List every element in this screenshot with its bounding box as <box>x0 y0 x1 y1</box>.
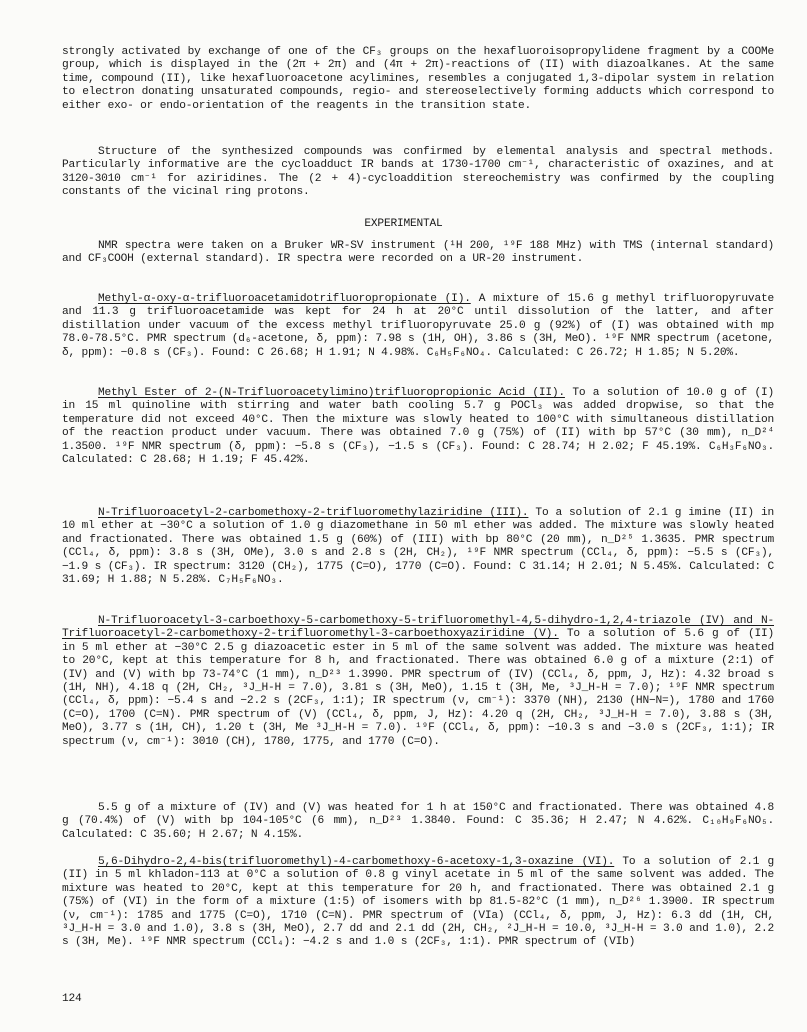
compound-V-followup-paragraph <box>62 802 774 842</box>
compound-IV-V-paragraph <box>62 615 774 749</box>
section-heading: EXPERIMENTAL <box>364 218 443 230</box>
intro-paragraph-1 <box>62 46 774 113</box>
compound-IV-V-text: To a solution of 5.6 g of (II) in 5 ml ether at −30°C 2.5 g diazoacetic ester in 5 ml of the same solvent was added. The mixture was heated to 20°C, kept at this temperature for 8 h, and fractionated. There was obtained 6.0 g of a mixture (2:1) of (IV) and (V) with bp 73-74°C (1 mm), n_D²³ 1.3990. PMR spectrum of (IV) (CCl₄, δ, ppm, J, Hz): 4.32 broad s (1H, NH), 4.18 q (2H, CH₂, ³J_H-H = 7.0), 3.81 s (3H, MeO), 1.15 t (3H, Me, ³J_H-H = 7.0); ¹⁹F NMR spectrum (CCl₄, δ, ppm): −5.4 s and −2.2 s (2CF₃, 1:1); IR spectrum (ν, cm⁻¹): 3370 (NH), 2130 (HN−N=), 1780 and 1760 (C=O), 1700 (C=N). PMR spectrum of (V) (CCl₄, δ, ppm, J, Hz): 4.20 q (2H, CH₂, ³J_H-H = 7.0), 3.88 s (3H, MeO), 3.77 s (1H, CH), 1.20 t (3H, Me ³J_H-H = 7.0). ¹⁹F (CCl₄, δ, ppm): −10.3 s and −3.0 s (2CF₃, 1:1); IR spectrum (ν, cm⁻¹): 3010 (CH), 1780, 1775, and 1770 (C=O). <box>62 628 775 748</box>
compound-VI-title: 5,6-Dihydro-2,4-bis(trifluoromethyl)-4-carbomethoxy-6-acetoxy-1,3-oxazine (VI). <box>98 856 615 868</box>
compound-III-paragraph <box>62 507 774 587</box>
compound-III-text: To a solution of 2.1 g imine (II) in 10 ml ether at −30°C a solution of 1.0 g diazomethane in 50 ml ether was added. The mixture was slowly heated and fractionated. There was obtained 1.5 g (60%) of (III) with bp 80°C (20 mm), n_D²⁵ 1.3635. PMR spectrum (CCl₄, δ, ppm): 3.8 s (3H, OMe), 3.0 s and 2.8 s (2H, CH₂), ¹⁹F NMR spectrum (CCl₄, δ, ppm): −5.5 s (CF₃), −1.9 s (CF₃). IR spectrum: 3120 (CH₂), 1775 (C=O), 1770 (C=O). Found: C 31.14; H 2.01; N 5.45%. Calculated: C 31.69; H 1.88; N 5.28%. C₇H₅F₆NO₃. <box>62 507 774 587</box>
intro-paragraph-2-text: Structure of the synthesized compounds was confirmed by elemental analysis and spectral methods. Particularly informative are the cycloadduct IR bands at 1730-1700 cm⁻¹, characteristic of oxazines, and at 3120-3010 cm⁻¹ for aziridines. The (2 + 4)-cycloaddition stereochemistry was confirmed by the coupling constants of the vicinal ring protons. <box>62 146 774 199</box>
experimental-intro <box>62 240 774 267</box>
compound-II-text: To a solution of 10.0 g of (I) in 15 ml quinoline with stirring and water bath cooling 5.7 g POCl₃ was added dropwise, so that the temperature did not exceed 40°C. Then the mixture was slowly heated to 100°C with simultaneous distillation of the reaction product under vacuum. There was obtained 7.0 g (75%) of (II) with bp 57°C (30 mm), n_D²⁴ 1.3500. ¹⁹F NMR spectrum (δ, ppm): −5.8 s (CF₃), −1.5 s (CF₃). Found: C 28.74; H 2.02; F 45.19%. C₆H₃F₆NO₃. Calculated: C 28.68; H 1.19; F 45.42%. <box>62 387 775 467</box>
compound-VI-text: To a solution of 2.1 g (II) in 5 ml khladon-113 at 0°C a solution of 0.8 g vinyl acetate in 5 ml of the same solvent was added. The mixture was heated to 20°C, kept at this temperature for 20 h, and fractionated. There was obtained 2.1 g (75%) of (VI) in the form of a mixture (1:5) of isomers with bp 81.5-82°C (1 mm), n_D²⁶ 1.3900. IR spectrum (ν, cm⁻¹): 1785 and 1775 (C=O), 1710 (C=N). PMR spectrum of (VIa) (CCl₄, δ, ppm, J, Hz): 6.3 dd (1H, CH, ³J_H-H = 3.0 and 1.0), 3.8 s (3H, MeO), 2.7 dd and 2.1 dd (2H, CH₂, ²J_H-H = 10.0, ³J_H-H = 3.0 and 1.0), 2.2 s (3H, Me). ¹⁹F NMR spectrum (CCl₄): −4.2 s and 1.0 s (2CF₃, 1:1). PMR spectrum of (VIb) <box>62 856 774 949</box>
compound-IV-V-title: N-Trifluoroacetyl-3-carboethoxy-5-carbomethoxy-5-trifluoromethyl-4,5-dihydro-1,2,4-triazole (IV) and N-Trifluoroacetyl-2-carbomethoxy-2-trifluoromethyl-3-carboethoxyaziridine (V). <box>62 615 774 641</box>
compound-I-text: A mixture of 15.6 g methyl trifluoropyruvate and 11.3 g trifluoroacetamide was kept for 24 h at 20°C until dissolution of the latter, and after distillation under vacuum of the excess methyl trifluoropyruvate 25.0 g (92%) of (I) was obtained with mp 78.0-78.5°C. PMR spectrum (d₆-acetone, δ, ppm): 7.98 s (1H, OH), 3.86 s (3H, MeO). ¹⁹F NMR spectrum (acetone, δ, ppm): −0.8 s (CF₃). Found: C 26.68; H 1.91; N 4.98%. C₆H₅F₆NO₄. Calculated: C 26.72; H 1.85; N 5.20%. <box>62 293 774 359</box>
compound-II-paragraph <box>62 387 774 467</box>
intro-paragraph-2 <box>62 146 774 200</box>
compound-III-title: N-Trifluoroacetyl-2-carbomethoxy-2-trifluoromethylaziridine (III). <box>98 507 529 519</box>
compound-I-paragraph <box>62 293 774 360</box>
intro-paragraph-1-text: strongly activated by exchange of one of the CF₃ groups on the hexafluoroisopropylidene fragment by a COOMe group, which is displayed in the (2π + 2π) and (4π + 2π)-reactions of (II) with diazoalkanes. At the same time, compound (II), like hexafluoroacetone acylimines, resembles a conjugated 1,3-dipolar system in relation to electron donating unsaturated compounds, regio- and stereoselectively forming adducts which correspond to either exo- or endo-orientation of the reagents in the transition state. <box>62 46 774 112</box>
experimental-intro-text: NMR spectra were taken on a Bruker WR-SV instrument (¹H 200, ¹⁹F 188 MHz) with TMS (internal standard) and CF₃COOH (external standard). IR spectra were recorded on a UR-20 instrument. <box>62 240 774 266</box>
compound-V-followup-text: 5.5 g of a mixture of (IV) and (V) was heated for 1 h at 150°C and fractionated. There was obtained 4.8 g (70.4%) of (V) with bp 104-105°C (6 mm), n_D²³ 1.3840. Found: C 35.36; H 2.47; N 4.62%. C₁₀H₉F₆NO₅. Calculated: C 35.60; H 2.67; N 4.15%. <box>62 802 774 841</box>
compound-VI-paragraph <box>62 856 774 950</box>
compound-II-title: Methyl Ester of 2-(N-Trifluoroacetylimino)trifluoropropionic Acid (II). <box>98 387 565 399</box>
page-number: 124 <box>62 993 82 1005</box>
compound-I-title: Methyl-α-oxy-α-trifluoroacetamidotrifluoropropionate (I). <box>98 293 471 305</box>
